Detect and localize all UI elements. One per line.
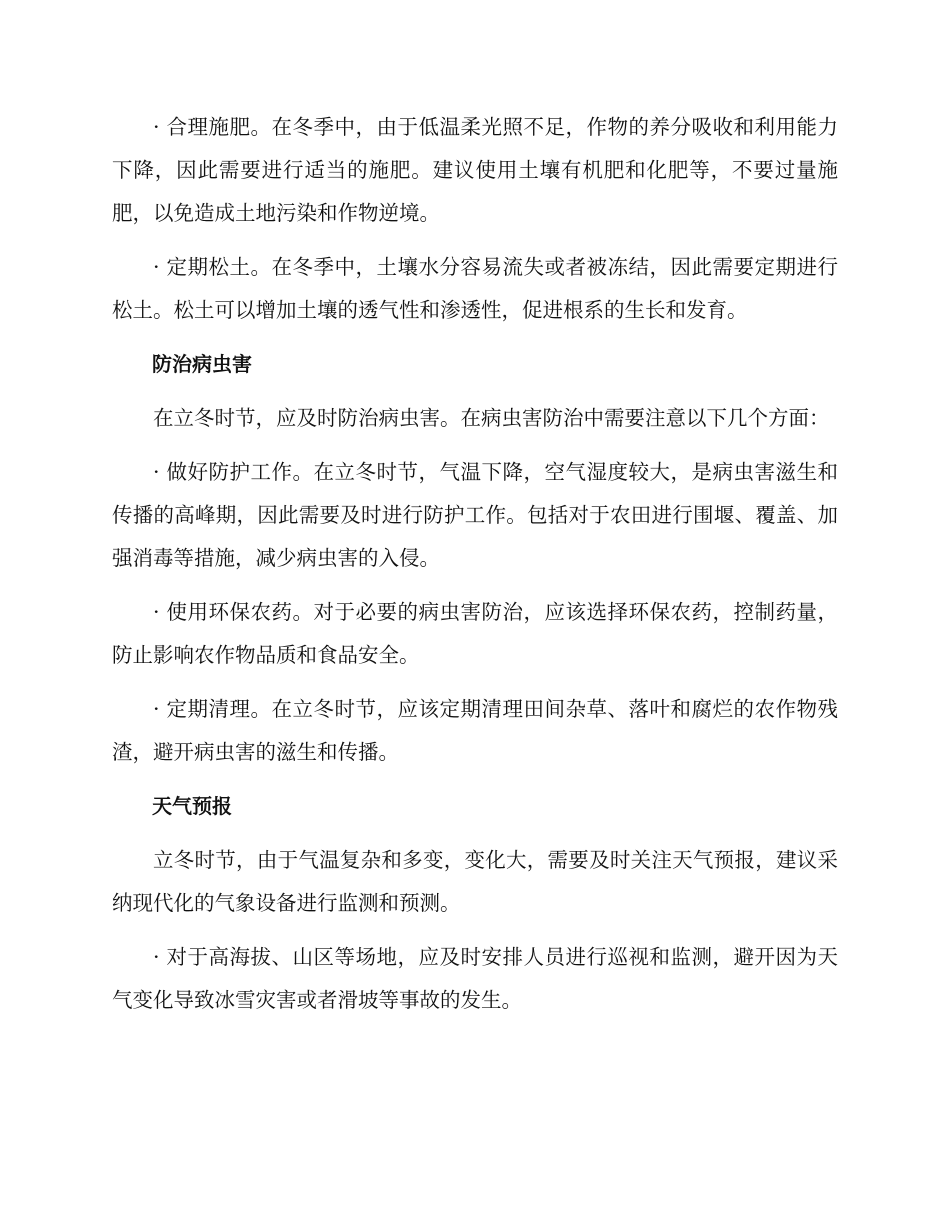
section-heading-weather: 天气预报 [152, 794, 232, 818]
paragraph-highland-monitoring: · 对于高海拔、山区等场地，应及时安排人员进行巡视和监测，避开因为天气变化导致冰雪灾害或者滑坡等事故的发生。 [112, 945, 838, 1012]
paragraph-loosen-soil: · 定期松土。在冬季中，土壤水分容易流失或者被冻结，因此需要定期进行松土。松土可以增加土壤的透气性和渗透性，促进根系的生长和发育。 [112, 255, 838, 322]
section-heading-pest-control: 防治病虫害 [152, 352, 252, 376]
paragraph-fertilize: · 合理施肥。在冬季中，由于低温柔光照不足，作物的养分吸收和利用能力下降，因此需要进行适当的施肥。建议使用土壤有机肥和化肥等，不要过量施肥，以免造成土地污染和作物逆境。 [112, 115, 838, 225]
paragraph-protection: · 做好防护工作。在立冬时节，气温下降，空气湿度较大，是病虫害滋生和传播的高峰期，因此需要及时进行防护工作。包括对于农田进行围堰、覆盖、加强消毒等措施，减少病虫害的入侵。 [112, 460, 838, 570]
paragraph-cleanup: · 定期清理。在立冬时节，应该定期清理田间杂草、落叶和腐烂的农作物残渣，避开病虫害的滋生和传播。 [112, 697, 838, 764]
paragraph-pest-intro: 在立冬时节，应及时防治病虫害。在病虫害防治中需要注意以下几个方面： [153, 406, 830, 430]
paragraph-weather-intro: 立冬时节，由于气温复杂和多变，变化大，需要及时关注天气预报，建议采纳现代化的气象设备进行监测和预测。 [112, 848, 838, 915]
document-body [112, 106, 838, 1033]
paragraph-eco-pesticide: · 使用环保农药。对于必要的病虫害防治，应该选择环保农药，控制药量，防止影响农作物品质和食品安全。 [112, 600, 838, 667]
